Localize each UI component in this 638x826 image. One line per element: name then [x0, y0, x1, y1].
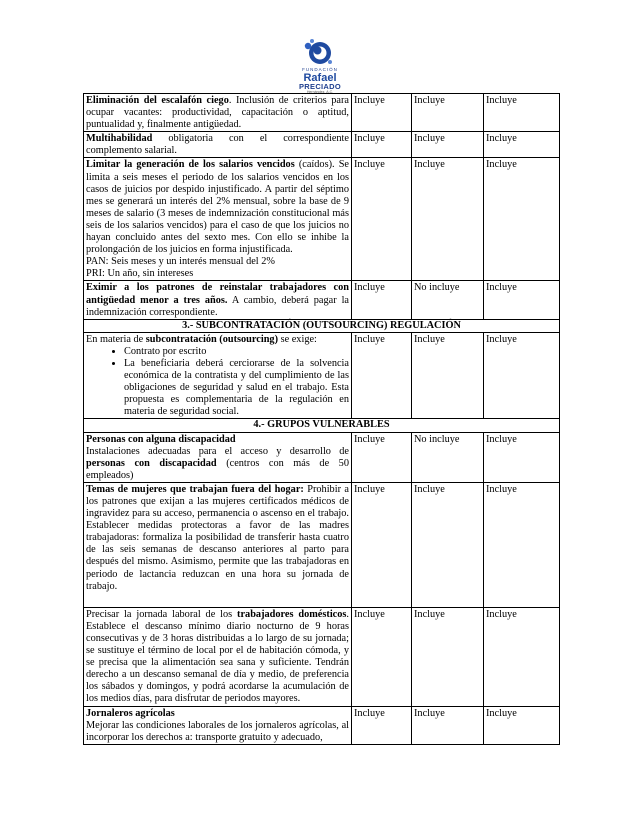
- row-text: . Inclusión de criterios para ocupar vacantes: productividad, capacitación o aptitud, puntualidad y, finalmente antigüedad.: [86, 95, 349, 131]
- row-text: . Establece el descanso mínimo diario nocturno de 9 horas consecutivas y de 3 horas distribuidas a lo largo de su jornada; se sustituye el término de local por el de habitación cómoda, y se precisa que la alimentación sea sana y suficiente. Tendrán derecho a un descanso semanal de día y medio, de preferencia los sábados y domingos, y podrá acordarse la acumulación de los medios días, para disfrutar de periodos mayores.: [86, 608, 349, 705]
- table-row: [84, 158, 560, 281]
- cell-col2: Incluye: [412, 706, 484, 744]
- row-title: Temas de mujeres que trabajan fuera del hogar:: [86, 483, 304, 495]
- table-row: [84, 132, 560, 158]
- row-text: se exige:: [278, 333, 317, 345]
- cell-col1: Incluye: [352, 706, 412, 744]
- list-item: • La beneficiaria deberá cerciorarse de la solvencia económica de la contratista y del cumplimiento de las obligaciones de seguridad y salud en el trabajo. Esta propuesta es complementaria de la regulación en materia de seguridad social.: [124, 358, 349, 418]
- logo-text-hernandez: Hernández, A.C.: [306, 90, 334, 94]
- row-title: Eximir a los patrones de reinstalar trabajadores con antigüedad menor a tres años.: [86, 282, 349, 306]
- row-title: Multihabilidad: [86, 133, 153, 145]
- section-header-row: [84, 419, 560, 432]
- row-note-pan: PAN: Seis meses y un interés mensual del 2%: [86, 256, 275, 268]
- row-text: Prohibir a los patrones que exijan a las mujeres certificados médicos de ingravidez para su acceso, permanencia o ascenso en el trabajo. Establecer medidas protectoras a favor de las madres trabajadoras: formaliza la posibilidad de transferir hasta cuatro de las seis semanas de descanso anteriores al parto para después del mismo. Asimismo, permite que las trabajadoras en periodo de lactancia reduzcan en una hora su jornada de trabajo.: [86, 483, 349, 592]
- cell-col3: Incluye: [484, 158, 560, 281]
- cell-col1: Incluye: [352, 281, 412, 319]
- table-row: [84, 607, 560, 706]
- row-description: [84, 132, 352, 158]
- row-text: En materia de: [86, 333, 146, 345]
- cell-col3: Incluye: [484, 607, 560, 706]
- row-text: (caídos). Se limita a seis meses el periodo de los salarios vencidos en los casos de juicios por despido injustificado. A partir del séptimo mes se generará un interés del 2% mensual, sobre la base de 9 meses de salario (3 meses de indemnización constitucional más seis de los salarios vencidos) para el caso de que los juicios no hayan concluido antes del sexto mes. Con ello se inhibe la prolongación de los juicios en forma injustificada.: [86, 159, 349, 256]
- table-row: [84, 706, 560, 744]
- row-title: trabajadores domésticos: [237, 608, 347, 620]
- row-description: [84, 706, 352, 744]
- row-title: Jornaleros agrícolas: [86, 707, 175, 719]
- row-title: Personas con alguna discapacidad: [86, 433, 236, 445]
- row-description: [84, 94, 352, 132]
- cell-col2: No incluye: [412, 432, 484, 482]
- logo-mark-icon: [282, 38, 358, 68]
- section-title-subcontratacion: 3.- SUBCONTRATACIÓN (OUTSOURCING) REGULACIÓN: [84, 319, 560, 332]
- row-text: (centros con más de 50 empleados): [86, 457, 349, 481]
- cell-col3: Incluye: [484, 332, 560, 419]
- row-text: obligatoria con el correspondiente complemento salarial.: [86, 133, 349, 157]
- row-note-pri: PRI: Un año, sin intereses: [86, 268, 194, 280]
- row-text: Instalaciones adecuadas para el acceso y desarrollo de: [86, 445, 349, 457]
- logo-text-rafael: Rafael: [303, 72, 337, 84]
- row-text: Mejorar las condiciones laborales de los jornaleros agrícolas, al incorporar los derechos a: transporte gratuito y adecuado,: [86, 719, 349, 743]
- cell-col2: Incluye: [412, 607, 484, 706]
- list-item: • Contrato por escrito: [124, 346, 349, 358]
- section-header-row: [84, 319, 560, 332]
- row-description: [84, 281, 352, 319]
- cell-col1: Incluye: [352, 158, 412, 281]
- cell-col2: No incluye: [412, 281, 484, 319]
- row-text: Precisar la jornada laboral de los: [86, 608, 238, 620]
- foundation-logo: [282, 38, 358, 94]
- cell-col1: Incluye: [352, 332, 412, 419]
- table-row: [84, 281, 560, 319]
- table-row: [84, 332, 560, 419]
- cell-col1: Incluye: [352, 132, 412, 158]
- row-title: subcontratación (outsourcing): [145, 333, 279, 345]
- cell-col3: Incluye: [484, 706, 560, 744]
- logo-text-foundation: FUNDACIÓN: [302, 67, 338, 72]
- cell-col2: Incluye: [412, 332, 484, 419]
- cell-col3: Incluye: [484, 132, 560, 158]
- table-row: [84, 94, 560, 132]
- cell-col1: Incluye: [352, 482, 412, 607]
- cell-col1: Incluye: [352, 607, 412, 706]
- cell-col2: Incluye: [412, 94, 484, 132]
- row-description: [84, 158, 352, 281]
- row-description: [84, 332, 352, 419]
- cell-col2: Incluye: [412, 132, 484, 158]
- table-row: [84, 432, 560, 482]
- cell-col3: Incluye: [484, 482, 560, 607]
- cell-col2: Incluye: [412, 482, 484, 607]
- cell-col3: Incluye: [484, 94, 560, 132]
- row-emphasis: personas con discapacidad: [86, 457, 217, 469]
- requirements-list: [86, 346, 349, 419]
- cell-col3: Incluye: [484, 281, 560, 319]
- table-row: [84, 482, 560, 607]
- cell-col2: Incluye: [412, 158, 484, 281]
- row-description: [84, 432, 352, 482]
- row-title: Eliminación del escalafón ciego: [86, 95, 229, 106]
- row-description: [84, 482, 352, 607]
- cell-col1: Incluye: [352, 432, 412, 482]
- section-title-grupos-vulnerables: 4.- GRUPOS VULNERABLES: [84, 419, 560, 432]
- row-title: Limitar la generación de los salarios vencidos: [86, 159, 295, 171]
- cell-col1: Incluye: [352, 94, 412, 132]
- row-text: A cambio, deberá pagar la indemnización correspondiente.: [86, 294, 349, 318]
- cell-col3: Incluye: [484, 432, 560, 482]
- logo-text-preciado: PRECIADO: [299, 82, 341, 91]
- row-description: [84, 607, 352, 706]
